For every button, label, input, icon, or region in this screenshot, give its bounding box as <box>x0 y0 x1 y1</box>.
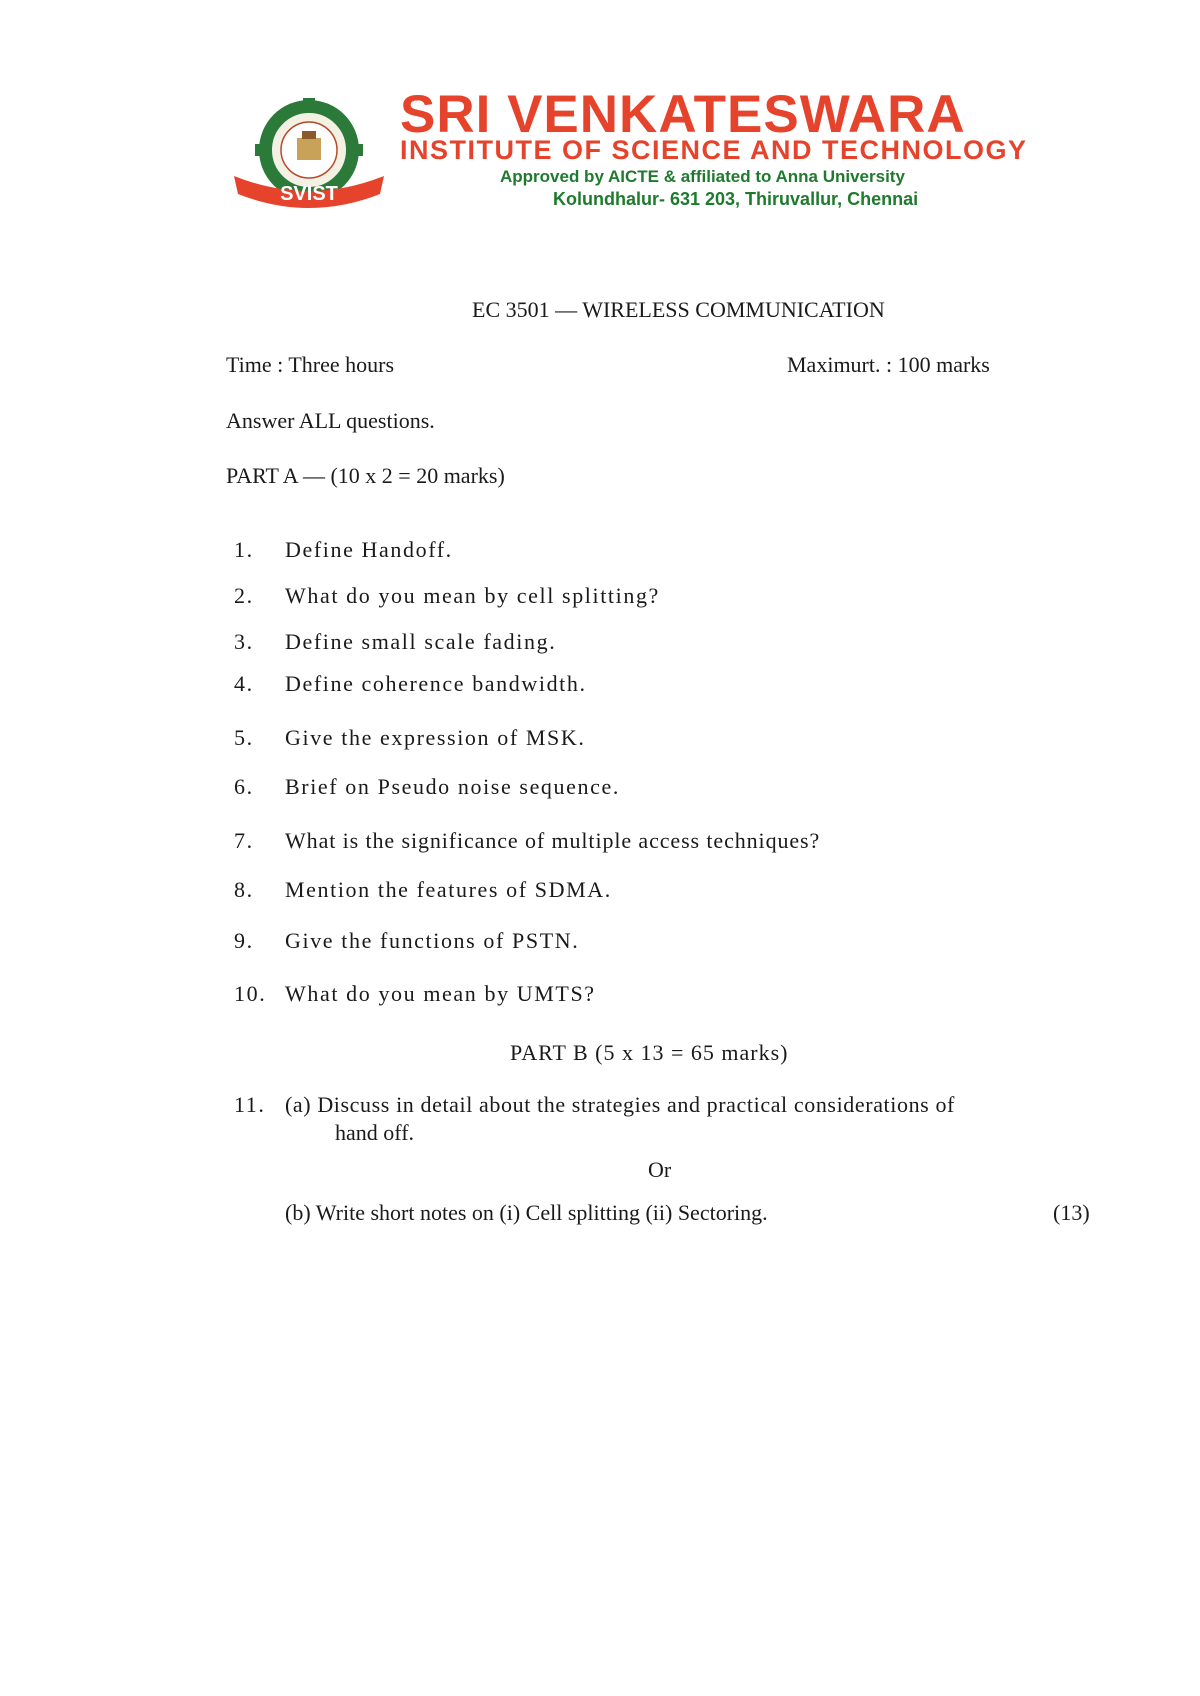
question-11b-marks: (13) <box>1053 1200 1090 1225</box>
or-separator: Or <box>648 1157 672 1182</box>
question-number: 4. <box>234 671 254 696</box>
question-11a-continuation: hand off. <box>335 1120 415 1145</box>
question-number: 7. <box>234 828 254 853</box>
question-text: Give the expression of MSK. <box>285 725 586 750</box>
part-a-heading: PART A — (10 x 2 = 20 marks) <box>226 463 505 488</box>
question-number: 6. <box>234 774 254 799</box>
question-text: What do you mean by cell splitting? <box>285 583 660 608</box>
question-text: Brief on Pseudo noise sequence. <box>285 774 620 799</box>
institution-approval: Approved by AICTE & affiliated to Anna University <box>500 167 905 186</box>
question-number: 1. <box>234 537 254 562</box>
question-text: What do you mean by UMTS? <box>285 981 596 1006</box>
question-number: 11. <box>234 1092 266 1117</box>
question-text: Give the functions of PSTN. <box>285 928 580 953</box>
question-11a-text: (a) Discuss in detail about the strategies and practical considerations of <box>285 1092 955 1117</box>
institution-address: Kolundhalur- 631 203, Thiruvallur, Chennai <box>553 189 919 209</box>
question-number: 10. <box>234 981 267 1006</box>
logo-text: SVIST <box>280 183 338 205</box>
institution-subtitle: INSTITUTE OF SCIENCE AND TECHNOLOGY <box>400 135 1028 165</box>
question-text: Define Handoff. <box>285 537 453 562</box>
exam-time: Time : Three hours <box>226 352 395 377</box>
question-number: 2. <box>234 583 254 608</box>
institution-name: SRI VENKATESWARA <box>400 85 966 144</box>
question-number: 9. <box>234 928 254 953</box>
question-text: Define coherence bandwidth. <box>285 671 587 696</box>
institution-logo <box>228 98 390 208</box>
question-number: 5. <box>234 725 254 750</box>
question-text: What is the significance of multiple access techniques? <box>285 828 821 853</box>
exam-title: EC 3501 — WIRELESS COMMUNICATION <box>472 297 885 322</box>
question-text: Mention the features of SDMA. <box>285 877 612 902</box>
question-text: Define small scale fading. <box>285 629 557 654</box>
exam-max-marks: Maximurt. : 100 marks <box>787 352 990 377</box>
question-number: 8. <box>234 877 254 902</box>
exam-instruction: Answer ALL questions. <box>226 408 435 433</box>
question-11b-text: (b) Write short notes on (i) Cell splitting (ii) Sectoring. <box>285 1200 768 1225</box>
question-number: 3. <box>234 629 254 654</box>
part-b-heading: PART B (5 x 13 = 65 marks) <box>510 1040 789 1065</box>
